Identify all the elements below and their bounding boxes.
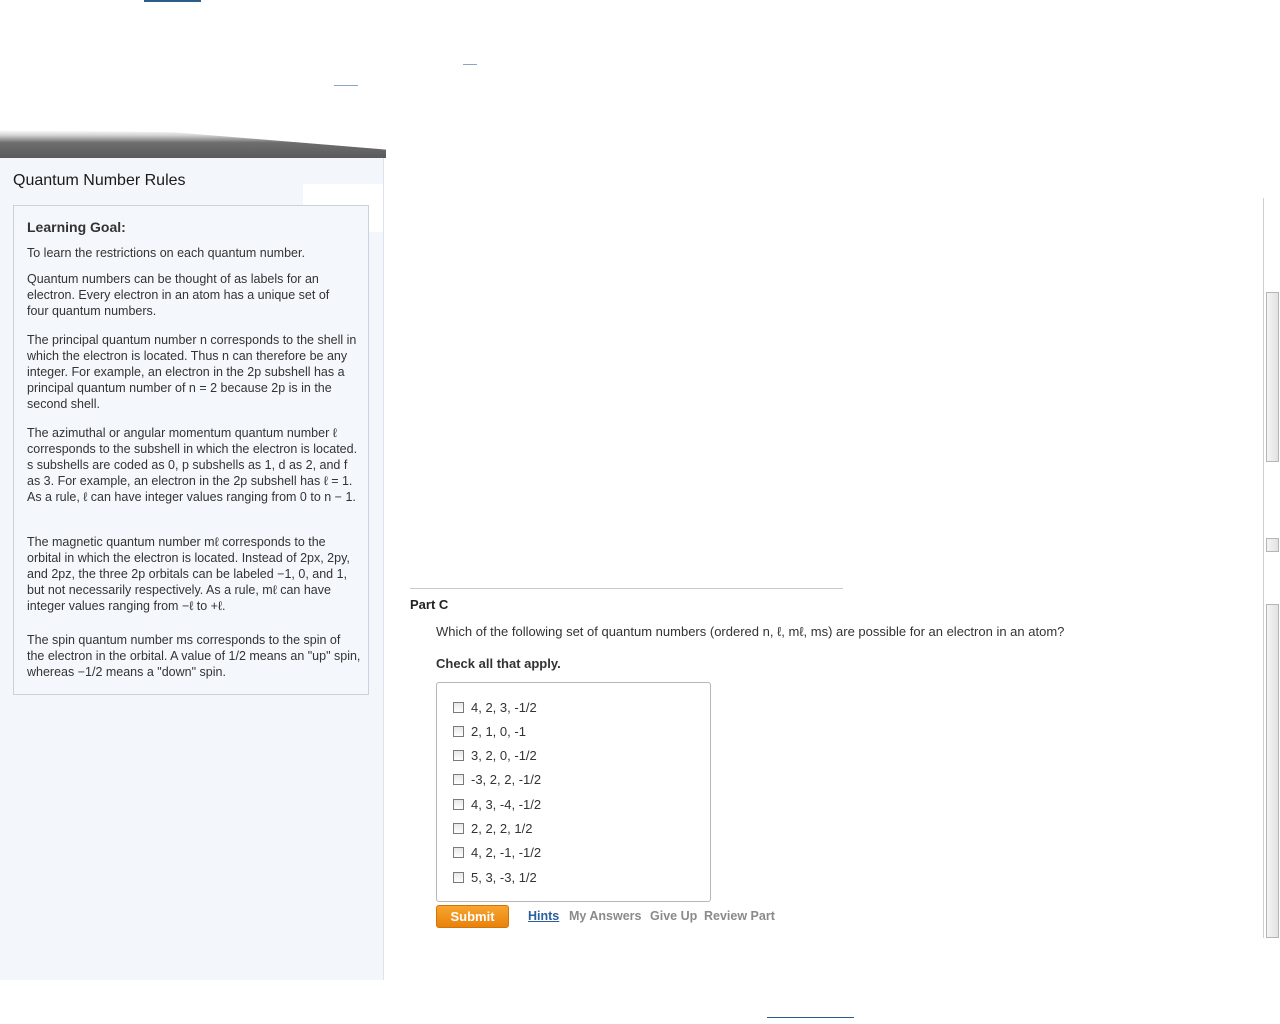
part-separator [410,588,843,589]
option-3[interactable]: 3, 2, 0, -1/2 [453,746,537,764]
spin-paragraph: The spin quantum number ms corresponds to the spin of the electron in the orbital. A value of 1/2 means an "up" spin, whereas −1/2 means a "down" spin. [27,633,361,679]
goal-text: To learn the restrictions on each quantum number. [27,246,305,260]
give-up-link[interactable]: Give Up [650,909,698,923]
part-label: Part C [410,597,449,612]
option-1[interactable]: 4, 2, 3, -1/2 [453,698,537,716]
checkbox[interactable] [453,872,464,883]
hints-link[interactable]: Hints [528,909,560,923]
question-text: Which of the following set of quantum numbers (ordered n, ℓ, mℓ, ms) are possible for an electron in an atom? [436,624,1065,639]
option-2[interactable]: 2, 1, 0, -1 [453,722,526,740]
checkbox[interactable] [453,726,464,737]
principal-paragraph: The principal quantum number n corresponds to the shell in which the electron is located. Thus n can therefore be any integer. For example, an electron in the 2p subshell has a principal quantum number of n = 2 because 2p is in the second shell. [27,333,357,411]
option-5[interactable]: 4, 3, -4, -1/2 [453,795,541,813]
scrollbar-handle[interactable] [1266,538,1279,552]
my-answers-link[interactable]: My Answers [569,909,642,923]
intro-paragraph: Quantum numbers can be thought of as labels for an electron. Every electron in an atom has a unique set of four quantum numbers. [27,272,330,318]
option-4[interactable]: -3, 2, 2, -1/2 [453,770,541,788]
artifact-line [463,64,477,65]
learning-goal-heading: Learning Goal: [27,219,126,235]
checkbox[interactable] [453,750,464,761]
problem-title: Quantum Number Rules [13,172,186,189]
checkbox[interactable] [453,847,464,858]
answer-options-box [436,682,711,902]
option-7[interactable]: 4, 2, -1, -1/2 [453,843,541,861]
bottom-edge-line [767,1017,854,1018]
checkbox[interactable] [453,702,464,713]
checkbox[interactable] [453,774,464,785]
checkbox[interactable] [453,799,464,810]
checkbox[interactable] [453,823,464,834]
option-8[interactable]: 5, 3, -3, 1/2 [453,868,537,886]
review-part-link[interactable]: Review Part [704,909,775,923]
learning-goal-box [13,205,369,695]
option-6[interactable]: 2, 2, 2, 1/2 [453,819,532,837]
magnetic-paragraph: The magnetic quantum number mℓ corresponds to the orbital in which the electron is located. Instead of 2px, 2py, and 2pz, the three 2p orbitals can be labeled −1, 0, and 1, but not necessarily respectively. As a rule, mℓ can have integer values ranging from −ℓ to +ℓ. [27,535,350,613]
scrollbar-thumb[interactable] [1266,292,1279,462]
azimuthal-paragraph: The azimuthal or angular momentum quantum number ℓ corresponds to the subshell in which the electron is located. s subshells are coded as 0, p subshells as 1, d as 2, and f as 3. For example, an electron in the 2p subshell has ℓ = 1. As a rule, ℓ can have integer values ranging from 0 to n − 1. [27,426,358,504]
artifact-line [334,85,358,86]
header-bar [0,130,386,158]
scrollbar-thumb[interactable] [1266,604,1279,938]
scrollbar[interactable] [1263,198,1280,938]
submit-button[interactable]: Submit [436,905,509,928]
top-edge-line [144,0,201,2]
instruction-text: Check all that apply. [436,656,561,671]
